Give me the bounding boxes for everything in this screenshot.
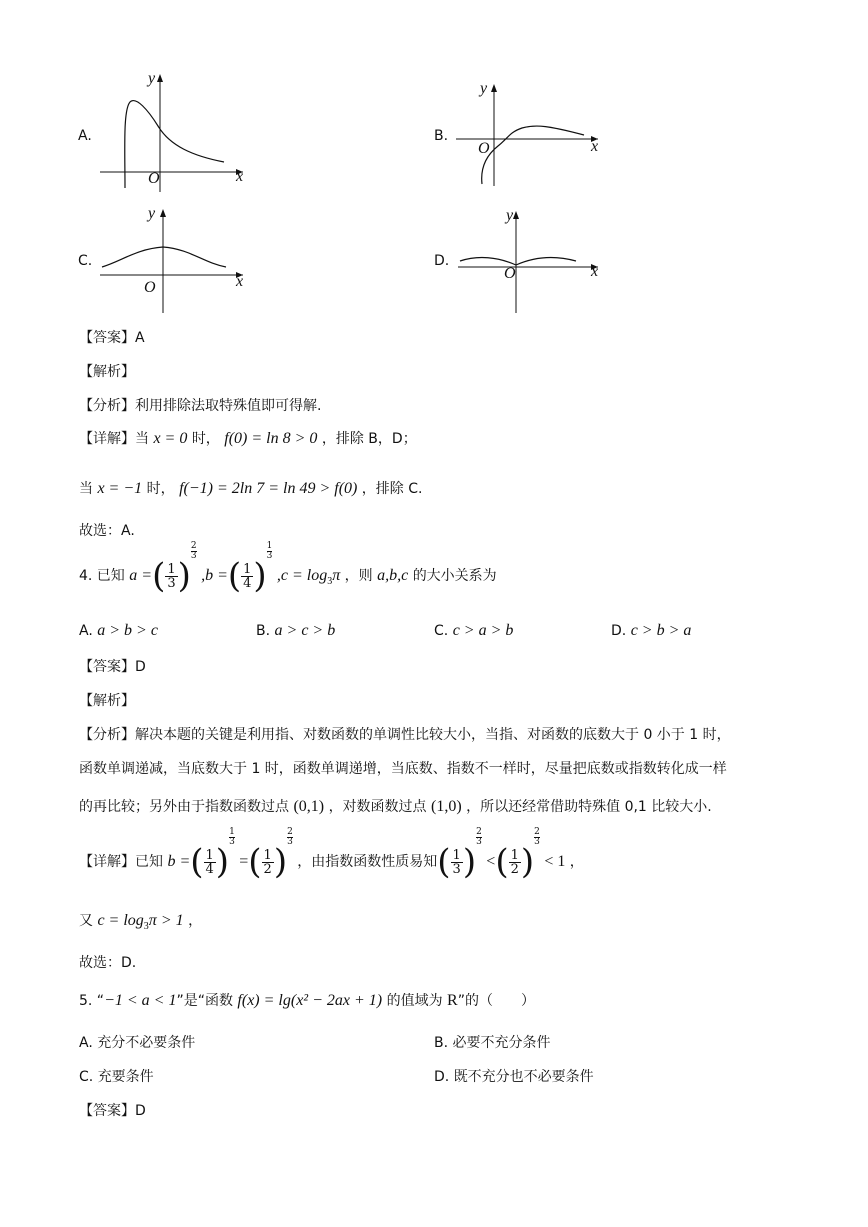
q3-detail2-cond: x = −1 — [97, 480, 143, 497]
q4-fenxi-1: 【分析】解决本题的关键是利用指、对数函数的单调性比较大小，当指、对函数的底数大于 0 小于 1 时， — [79, 727, 731, 743]
q4-detail-pre: 【详解】已知 — [79, 854, 163, 870]
graph-d-y-label: y — [506, 207, 514, 224]
graph-c-plot — [78, 205, 258, 315]
q4-detail-2 — [79, 910, 202, 932]
q5-option-c — [79, 1066, 154, 1086]
q4-detail-b: b = — [167, 853, 191, 870]
q4-detail-lt: < — [486, 853, 496, 870]
q4-vars: a,b,c — [377, 567, 409, 584]
q4-c-sub: 3 — [327, 575, 333, 587]
q5-option-a-letter: A. — [79, 1035, 93, 1051]
q4-fenxi3-c: ，所以还经常借助特殊值 0,1 比较大小. — [466, 799, 712, 815]
q4-option-b-letter: B. — [256, 623, 271, 639]
q5-stem-pre: 5. “ — [79, 993, 105, 1009]
q4-option-c-letter: C. — [434, 623, 449, 639]
graph-a-label: A. — [78, 128, 92, 144]
q5-func: f(x) = lg(x² − 2ax + 1) — [237, 992, 383, 1009]
q5-option-b-letter: B. — [434, 1035, 449, 1051]
q4-stem-mid: ，则 — [344, 568, 373, 584]
q4-a-base-den: 3 — [167, 575, 176, 591]
q3-detail1-post: ，排除 B，D； — [321, 431, 417, 447]
q3-detail1-pre: 【详解】当 — [79, 431, 149, 447]
q4-b-base-num: 1 — [243, 561, 252, 577]
q4-answer: 【答案】D — [79, 659, 146, 675]
q4-stem-pre: 4. 已知 — [79, 568, 125, 584]
graph-c-origin-label: O — [144, 279, 156, 296]
graph-b-label: B. — [434, 128, 449, 144]
q4-option-a-text: a > b > c — [97, 622, 158, 639]
q4-fenxi3-a: 的再比较；另外由于指数函数过点 — [79, 799, 289, 815]
q4-fenxi-3 — [79, 796, 712, 816]
q4-b-exp-num: 1 — [266, 541, 273, 551]
q3-jiexi: 【解析】 — [79, 364, 135, 380]
q5-option-a-text: 充分不必要条件 — [97, 1035, 196, 1051]
q3-detail1-mid: 时， — [191, 431, 220, 447]
q4-detail-lt1: < 1 — [544, 853, 566, 870]
graph-option-d — [434, 207, 614, 317]
q3-choice: 故选：A. — [79, 523, 135, 539]
q4-stem: 4. 已知 a =( $\frac{1}{3}$ ) $\frac{2}{3}$ ,b =( $\frac{1}{4}$ ) $\frac{1}{3}$ $,c = \log_3\pi$ ，则 a,b,c 的大小关系为 — [79, 541, 497, 596]
q5-stem-post: ”的（ ） — [457, 993, 535, 1009]
q3-detail2-mid: 时， — [146, 481, 175, 497]
q4-a-def: a = — [129, 567, 153, 584]
graph-b-x-label: x — [591, 138, 599, 155]
graph-option-a — [78, 70, 258, 195]
q5-option-c-text: 充要条件 — [97, 1069, 154, 1085]
q3-detail1-cond: x = 0 — [153, 430, 188, 447]
q4-a-exp-den: 3 — [190, 551, 197, 561]
q4-b-base-den: 4 — [243, 575, 252, 591]
q5-stem-mid: ”是“函数 — [176, 993, 233, 1009]
q4-detail2-rest: π > 1 — [148, 912, 184, 929]
graph-d-plot — [434, 207, 614, 317]
q3-detail2-pre: 当 — [79, 481, 93, 497]
q4-detail2-pre: 又 — [79, 913, 93, 929]
graph-a-plot — [78, 70, 258, 195]
q3-fenxi: 【分析】利用排除法取特殊值即可得解. — [79, 398, 322, 414]
graph-b-plot — [434, 80, 614, 190]
q3-detail-2 — [79, 478, 422, 498]
graph-option-c — [78, 205, 258, 315]
q4-b-exp-den: 3 — [266, 551, 273, 561]
graph-c-y-label: y — [148, 205, 156, 222]
q4-option-d-letter: D. — [611, 623, 627, 639]
graph-d-x-label: x — [591, 263, 599, 280]
q3-detail2-post: ，排除 C. — [361, 481, 423, 497]
q4-detail-end: ， — [569, 854, 584, 870]
graph-c-x-label: x — [236, 273, 244, 290]
q4-option-c — [434, 622, 513, 640]
q4-choice: 故选：D. — [79, 955, 137, 971]
q4-a-base-num: 1 — [167, 561, 176, 577]
q5-cond: −1 < a < 1 — [104, 992, 177, 1009]
q4-fenxi3-b: ，对数函数过点 — [328, 799, 427, 815]
q4-detail-b-num: 1 — [205, 847, 214, 863]
q3-answer: 【答案】A — [79, 330, 145, 346]
q5-range: R — [447, 992, 458, 1009]
q4-stem-post: 的大小关系为 — [412, 568, 497, 584]
q4-fenxi3-point2: (1,0) — [431, 798, 462, 815]
q5-option-a — [79, 1032, 195, 1052]
graph-a-origin-label: O — [148, 170, 160, 187]
q4-detail-b-exp-den: 3 — [229, 837, 235, 847]
graph-d-origin-label: O — [504, 265, 516, 282]
graph-c-label: C. — [78, 253, 93, 269]
q4-a-exp-num: 2 — [190, 541, 197, 551]
q4-detail2-eq: c = log — [97, 912, 144, 929]
q5-option-d-letter: D. — [434, 1069, 450, 1085]
q4-option-b-text: a > c > b — [274, 622, 336, 639]
q4-option-b — [256, 622, 335, 640]
q3-detail2-eq: f(−1) = 2ln 7 = ln 49 > f(0) — [179, 480, 358, 497]
graph-option-b — [434, 80, 614, 190]
q5-option-b-text: 必要不充分条件 — [452, 1035, 551, 1051]
q4-c-arg: π — [332, 567, 341, 584]
graph-a-y-label: y — [148, 70, 156, 87]
q4-b-def: ,b = — [201, 567, 228, 584]
q4-detail-b-exp-num: 1 — [229, 827, 235, 837]
q4-detail2-post: ， — [188, 913, 203, 929]
q4-option-c-text: c > a > b — [452, 622, 514, 639]
q5-stem-mid2: 的值域为 — [386, 993, 443, 1009]
graph-b-y-label: y — [480, 80, 488, 97]
graph-d-label: D. — [434, 253, 450, 269]
q4-detail-mid: ，由指数函数性质易知 — [297, 854, 438, 870]
q3-detail-1 — [79, 428, 417, 448]
q4-jiexi: 【解析】 — [79, 693, 135, 709]
q4-option-d — [611, 622, 691, 640]
q3-detail1-eq: f(0) = ln 8 > 0 — [224, 430, 318, 447]
q4-option-d-text: c > b > a — [630, 622, 692, 639]
q4-fenxi3-point1: (0,1) — [293, 798, 325, 815]
graph-a-x-label: x — [236, 168, 244, 185]
q4-detail-1: 【详解】已知 b =( $\frac{1}{4}$ ) $\frac{1}{3}$ =( $\frac{1}{2}$ ) $\frac{2}{3}$ ，由指数函数性质易知( $\frac{1}{3}$ ) $\frac{2}{3}$ <( $\frac{1}{2}$ ) $\frac{2}{3}$ < 1 ， — [79, 827, 584, 882]
graph-b-origin-label: O — [478, 140, 490, 157]
q4-option-a — [79, 622, 158, 640]
q5-option-c-letter: C. — [79, 1069, 94, 1085]
q4-detail-eq: = — [239, 853, 249, 870]
q5-option-d — [434, 1066, 594, 1086]
q4-option-a-letter: A. — [79, 623, 93, 639]
q5-answer: 【答案】D — [79, 1103, 146, 1119]
q5-option-d-text: 既不充分也不必要条件 — [453, 1069, 594, 1085]
q4-fenxi-2: 函数单调递减，当底数大于 1 时，函数单调递增，当底数、指数不一样时，尽量把底数或指数转化成一样 — [79, 761, 727, 777]
q5-stem — [79, 990, 535, 1010]
q4-c-def: ,c = log — [276, 567, 328, 584]
q5-option-b — [434, 1032, 551, 1052]
q4-detail-b-den: 4 — [205, 861, 214, 877]
q4-detail2-sub: 3 — [143, 920, 149, 932]
